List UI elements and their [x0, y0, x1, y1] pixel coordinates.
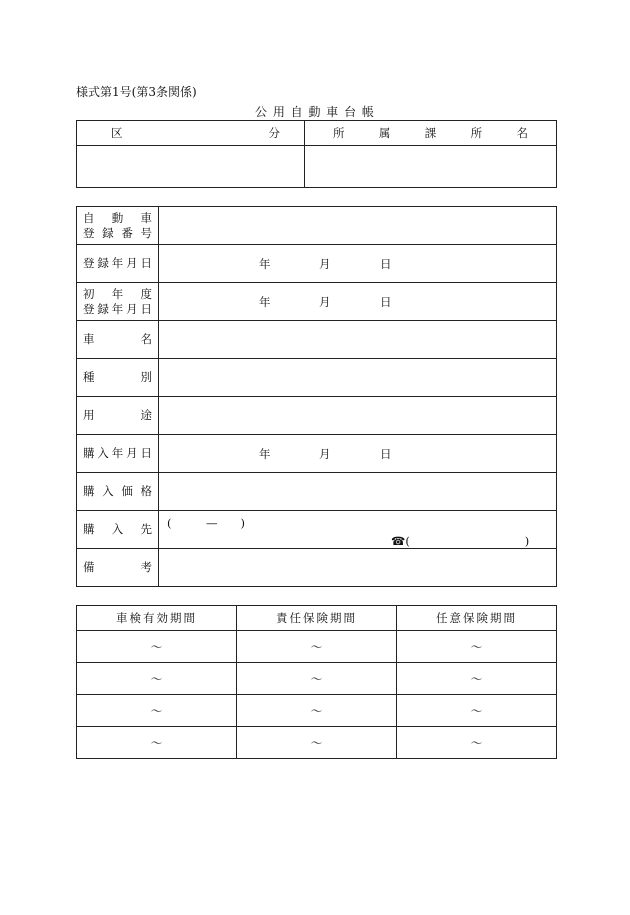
detail-label: [77, 435, 159, 473]
label-char: 備: [83, 560, 95, 574]
period-cell[interactable]: 〜: [77, 631, 237, 663]
label-line: [83, 408, 152, 423]
period-cell[interactable]: 〜: [237, 663, 397, 695]
label-char: 入: [97, 446, 109, 460]
label-char: 号: [140, 225, 152, 240]
label-char: 入: [111, 522, 124, 536]
label-char: 購: [83, 446, 95, 460]
label-char: 登: [83, 225, 95, 240]
label-line: [83, 211, 152, 226]
label-line: [83, 302, 152, 317]
label-line: [83, 446, 152, 461]
vehicle-detail-table: [76, 206, 557, 587]
label-char: 名: [140, 332, 152, 346]
period-cell[interactable]: 〜: [397, 631, 557, 663]
detail-row: [77, 435, 557, 473]
header-char: 所: [333, 126, 345, 140]
department-header: [305, 121, 557, 146]
period-cell[interactable]: 〜: [397, 663, 557, 695]
label-char: 先: [140, 522, 152, 536]
period-cell[interactable]: 〜: [77, 727, 237, 759]
label-char: 用: [83, 408, 95, 422]
period-row: [77, 727, 557, 759]
label-char: 番: [121, 225, 133, 240]
detail-value[interactable]: [159, 473, 557, 511]
header-char: 区: [111, 126, 123, 140]
label-char: 月: [126, 256, 138, 270]
label-line: [83, 560, 152, 575]
header-char: 所: [470, 126, 483, 140]
detail-value[interactable]: [159, 549, 557, 587]
period-row: [77, 695, 557, 727]
period-cell[interactable]: 〜: [77, 695, 237, 727]
detail-row: [77, 473, 557, 511]
detail-label: [77, 245, 159, 283]
label-line: [83, 256, 152, 271]
detail-value[interactable]: [159, 511, 557, 549]
label-char: 価: [121, 484, 133, 498]
year-unit: 年: [259, 294, 271, 309]
detail-row: [77, 321, 557, 359]
form-number-label: 様式第1号(第3条関係): [76, 85, 197, 99]
label-char: 車: [140, 210, 152, 225]
label-char: 登: [83, 301, 95, 316]
department-table: [76, 120, 557, 188]
label-char: 年: [111, 446, 124, 460]
division-field[interactable]: [77, 146, 305, 188]
phone-paren: ☎( ): [391, 534, 530, 548]
period-table: [76, 605, 557, 759]
label-line: [83, 287, 152, 302]
header-char: 名: [516, 126, 528, 140]
label-char: 日: [140, 301, 152, 316]
detail-label: [77, 283, 159, 321]
period-header: 車検有効期間: [77, 606, 237, 631]
label-char: 初: [83, 286, 95, 301]
period-cell[interactable]: 〜: [397, 727, 557, 759]
detail-label: [77, 207, 159, 245]
period-cell[interactable]: 〜: [237, 727, 397, 759]
label-char: 登: [83, 256, 95, 270]
header-char: 属: [378, 126, 391, 140]
label-char: 入: [102, 484, 114, 498]
label-char: 度: [140, 286, 152, 301]
month-unit: 月: [319, 294, 331, 309]
detail-label: [77, 473, 159, 511]
document-title: 公 用 自 動 車 台 帳: [255, 105, 375, 119]
month-unit: 月: [319, 446, 331, 461]
header-char: 課: [424, 126, 437, 140]
detail-row: [77, 245, 557, 283]
label-char: 年: [111, 301, 124, 316]
label-char: 種: [83, 370, 95, 384]
detail-row: [77, 207, 557, 245]
day-unit: 日: [380, 446, 392, 461]
day-unit: 日: [380, 294, 392, 309]
label-line: [83, 522, 152, 537]
detail-value[interactable]: [159, 245, 557, 283]
detail-value[interactable]: [159, 283, 557, 321]
label-char: 録: [97, 256, 109, 270]
label-char: 月: [126, 446, 138, 460]
period-row: [77, 631, 557, 663]
label-char: 日: [140, 446, 152, 460]
detail-value[interactable]: [159, 397, 557, 435]
period-cell[interactable]: 〜: [77, 663, 237, 695]
label-char: 録: [102, 225, 114, 240]
detail-row: [77, 549, 557, 587]
label-line: [83, 484, 152, 499]
month-unit: 月: [319, 256, 331, 271]
detail-value[interactable]: [159, 435, 557, 473]
label-char: 格: [140, 484, 152, 498]
period-row: [77, 663, 557, 695]
detail-row: [77, 397, 557, 435]
label-char: 動: [111, 210, 124, 225]
label-char: 車: [83, 332, 95, 346]
label-char: 別: [140, 370, 152, 384]
detail-label: [77, 549, 159, 587]
period-header: 責任保険期間: [237, 606, 397, 631]
detail-value[interactable]: [159, 359, 557, 397]
detail-row: [77, 359, 557, 397]
label-char: 途: [140, 408, 152, 422]
label-char: 月: [126, 301, 138, 316]
detail-label: [77, 321, 159, 359]
label-char: 録: [97, 301, 109, 316]
header-char: 分: [268, 126, 280, 140]
label-char: 購: [83, 484, 95, 498]
label-char: 年: [111, 256, 124, 270]
detail-label: [77, 359, 159, 397]
detail-value[interactable]: [159, 321, 557, 359]
label-char: 購: [83, 522, 95, 536]
label-line: [83, 370, 152, 385]
period-header: 任意保険期間: [397, 606, 557, 631]
period-cell[interactable]: 〜: [397, 695, 557, 727]
label-char: 年: [111, 286, 124, 301]
division-header: [77, 121, 305, 146]
period-cell[interactable]: 〜: [237, 695, 397, 727]
year-unit: 年: [259, 256, 271, 271]
year-unit: 年: [259, 446, 271, 461]
address-paren: ( — ): [167, 516, 245, 530]
detail-label: [77, 397, 159, 435]
period-cell[interactable]: 〜: [237, 631, 397, 663]
detail-row: [77, 283, 557, 321]
detail-row: [77, 511, 557, 549]
label-char: 考: [140, 560, 152, 574]
label-line: [83, 332, 152, 347]
detail-label: [77, 511, 159, 549]
label-line: [83, 226, 152, 241]
department-field[interactable]: [305, 146, 557, 188]
label-char: 日: [140, 256, 152, 270]
day-unit: 日: [380, 256, 392, 271]
label-char: 自: [83, 210, 95, 225]
period-header-row: [77, 606, 557, 631]
detail-value[interactable]: [159, 207, 557, 245]
